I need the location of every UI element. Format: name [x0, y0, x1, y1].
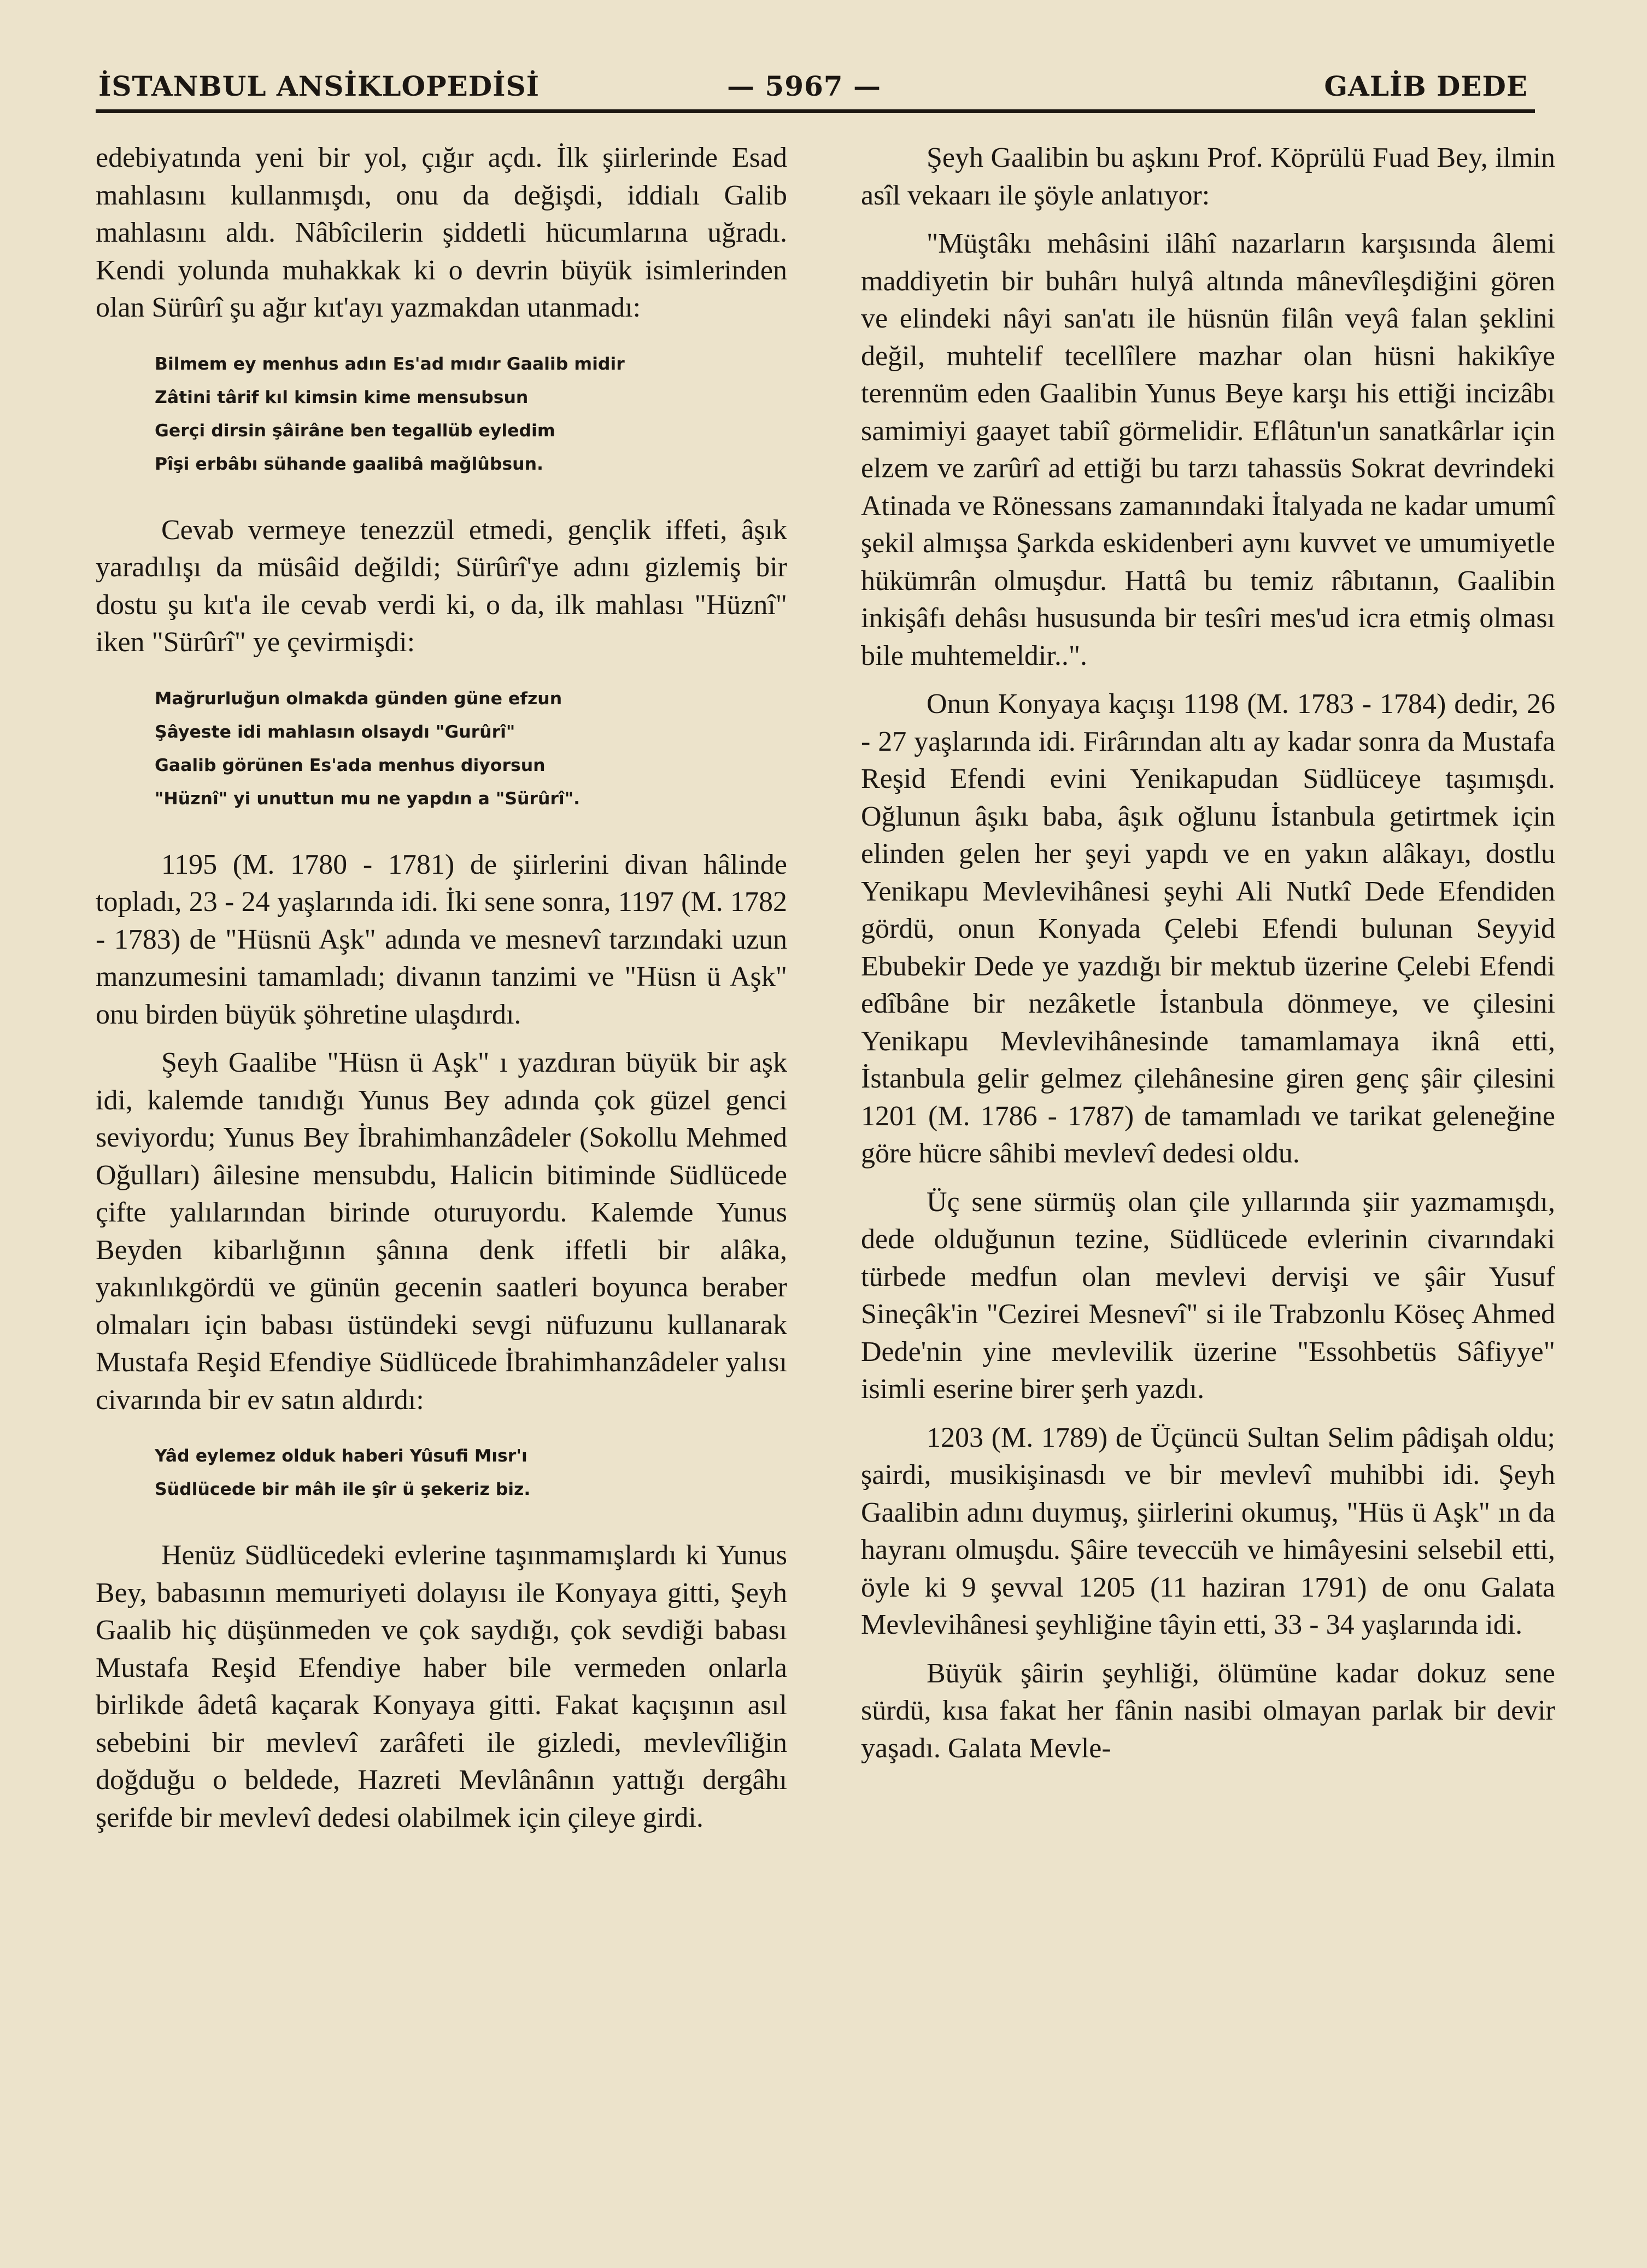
- verse-block: [155, 682, 787, 816]
- paragraph: Cevab vermeye tenezzül etmedi, gençlik iffeti, âşık yaradılışı da müsâid değildi; Sürûrî'ye adını gizlemiş bir dostu şu kıt'a ile cevab verdi ki, o da, ilk mahlası "Hüznî" iken "Sürûrî" ye çevirmişdi:: [96, 514, 787, 658]
- verse-line: Yâd eylemez olduk haberi Yûsufi Mısr'ı: [155, 1446, 527, 1466]
- left-column: [96, 139, 787, 1848]
- verse-block: [155, 348, 787, 481]
- paragraph: Şeyh Gaalibe "Hüsn ü Aşk" ı yazdıran büyük bir aşk idi, kalemde tanıdığı Yunus Bey adında çok güzel genci seviyordu; Yunus Bey İbrahimhanzâdeler (Sokollu Mehmed Oğulları) âilesine mensubdu, Halicin bitiminde Südlücede çifte yalılarından birinde oturuyordu. Kalemde Yunus Beyden kibarlığının şânına denk iffetli bir alâka, yakınlıkgördü ve günün gecenin saatleri boyunca beraber olmaları için babası üstündeki sevgi nüfuzunu kullanarak Mustafa Reşid Efendiye Südlücede İbrahimhanzâdeler yalısı civarında bir ev satın aldırdı:: [96, 1047, 787, 1416]
- verse-line: Gerçi dirsin şâirâne ben tegallüb eyledim: [155, 420, 555, 441]
- paragraph: 1203 (M. 1789) de Üçüncü Sultan Selim pâdişah oldu; şairdi, musikişinasdı ve bir mevlevî muhibbi idi. Şeyh Gaalibin adını duymuş, şiirlerini okumuş, "Hüs ü Aşk" ın da hayranı olmuşdu. Şâire teveccüh ve himâyesini selsebil etti, öyle ki 9 şevval 1205 (11 haziran 1791) de onu Galata Mevlevihânesi şeyhliğine tâyin etti, 33 - 34 yaşlarında idi.: [861, 1422, 1555, 1640]
- paragraph: Şeyh Gaalibin bu aşkını Prof. Köprülü Fuad Bey, ilmin asîl vekaarı ile şöyle anlatıyor:: [861, 142, 1555, 211]
- verse-block: [155, 1440, 787, 1506]
- quotation-paragraph: "Müştâkı mehâsini ilâhî nazarların karşısında âlemi maddiyetin bir buhârı hulyâ altında mânevîleşdiğini gören ve elindeki nâyi san'atı ile hüsnün filân veyâ falan şeklini değil, muhtelif tecellîlere mazhar olan hüsni hakikîye terennüm eden Gaalibin Yunus Beye karşı his ettiği incizâbı samimiyi gaayet tabiî görmelidir. Eflâtun'un sanatkârlar için elzem ve zarûrî ad ettiği bu tarzı tahassüs Sokrat devrindeki Atinada ve Rönessans zamanındaki İtalyada ne kadar umumî şekil almışsa Şarkda eskidenberi aynı kuvvet ve umumiyetle hükümrân olmuşdur. Hattâ bu temiz râbıtanın, Gaalibin inkişâfı dehâsı hususunda bir tesîri mes'ud icra etmiş olması bile muhtemeldir..".: [861, 228, 1555, 671]
- verse-line: Pîşi erbâbı sühande gaalibâ mağlûbsun.: [155, 454, 543, 474]
- paragraph: Büyük şâirin şeyhliği, ölümüne kadar dokuz sene sürdü, kısa fakat her fânin nasibi olmayan parlak bir devir yaşadı. Galata Mevle-: [861, 1657, 1555, 1764]
- verse-line: Bilmem ey menhus adın Es'ad mıdır Gaalib midir: [155, 354, 625, 374]
- paragraph: Henüz Südlücedeki evlerine taşınmamışlardı ki Yunus Bey, babasının memuriyeti dolayısı ile Konyaya gitti, Şeyh Gaalib hiç düşünmeden ve çok saydığı, çok sevdiği babası Mustafa Reşid Efendiye haber bile vermeden onlarla birlikde âdetâ kaçarak Konyaya gitti. Fakat kaçışının asıl sebebini bir mevlevî zarâfeti ile gizledi, mevlevîliğin doğduğu o beldede, Hazreti Mevlânânın yattığı dergâhı şerifde bir mevlevî dedesi olabilmek için çileye girdi.: [96, 1540, 787, 1833]
- page-number: — 5967 —: [727, 70, 881, 102]
- header-rule: [96, 109, 1535, 113]
- paragraph: Üç sene sürmüş olan çile yıllarında şiir yazmamışdı, dede olduğunun tezine, Südlücede evlerinin civarındaki türbede medfun olan mevlevi dervişi ve şâir Yusuf Sineçâk'in "Cezirei Mesnevî" si ile Trabzonlu Köseç Ahmed Dede'nin yine mevlevilik üzerine "Essohbetüs Sâfiyye" isimli eserine birer şerh yazdı.: [861, 1186, 1555, 1405]
- paragraph: 1195 (M. 1780 - 1781) de şiirlerini divan hâlinde topladı, 23 - 24 yaşlarında idi. İki sene sonra, 1197 (M. 1782 - 1783) de "Hüsnü Aşk" adında ve mesnevî tarzındaki uzun manzumesini tamamladı; divanın tanzimi ve "Hüsn ü Aşk" onu birden büyük şöhretine ulaşdırdı.: [96, 849, 787, 1030]
- verse-line: Şâyeste idi mahlasın olsaydı "Gurûrî": [155, 722, 515, 742]
- verse-line: Mağrurluğun olmakda günden güne efzun: [155, 688, 562, 709]
- paragraph: Onun Konyaya kaçışı 1198 (M. 1783 - 1784) dedir, 26 - 27 yaşlarında idi. Firârından altı ay kadar sonra da Mustafa Reşid Efendi evini Yenikapudan Südlüceye taşımışdı. Oğlunun âşıkı baba, âşık oğlunu İstanbula getirtmek için elinden gelen her şeyi yapdı ve en yakın alâkayı, dostlu Yenikapu Mevlevihânesi şeyhi Ali Nutkî Dede Efendiden gördü, onun Konyada Çelebi Efendi bulunan Seyyid Ebubekir Dede ye yazdığı bir mektub üzerine Çelebi Efendi edîbâne bir nezâketle İstanbula dönmeye, ve çilesini Yenikapu Mevlevihânesinde tamamlamaya iknâ etti, İstanbula gelir gelmez çilehânesine giren genç şâir çilesini 1201 (M. 1786 - 1787) de tamamladı ve tarikat geleneğine göre hücre sâhibi mevlevî dedesi oldu.: [861, 688, 1555, 1169]
- verse-line: Südlücede bir mâh ile şîr ü şekeriz biz.: [155, 1480, 531, 1499]
- right-column: [861, 139, 1555, 1778]
- running-head-title: İSTANBUL ANSİKLOPEDİSİ: [98, 70, 540, 102]
- verse-line: Gaalib görünen Es'ada menhus diyorsun: [155, 755, 546, 775]
- verse-line: "Hüznî" yi unuttun mu ne yapdın a "Sürûrî".: [155, 788, 581, 809]
- verse-line: Zâtini târif kıl kimsin kime mensubsun: [155, 387, 529, 407]
- running-head-entry: GALİB DEDE: [1324, 70, 1528, 102]
- paragraph: edebiyatında yeni bir yol, çığır açdı. İlk şiirlerinde Esad mahlasını kullanmışdı, onu da değişdi, iddialı Galib mahlasını aldı. Nâbîcilerin şiddetli hücumlarına uğradı. Kendi yolunda muhakkak ki o devrin büyük isimlerinden olan Sürûrî şu ağır kıt'ayı yazmakdan utanmadı:: [96, 142, 787, 323]
